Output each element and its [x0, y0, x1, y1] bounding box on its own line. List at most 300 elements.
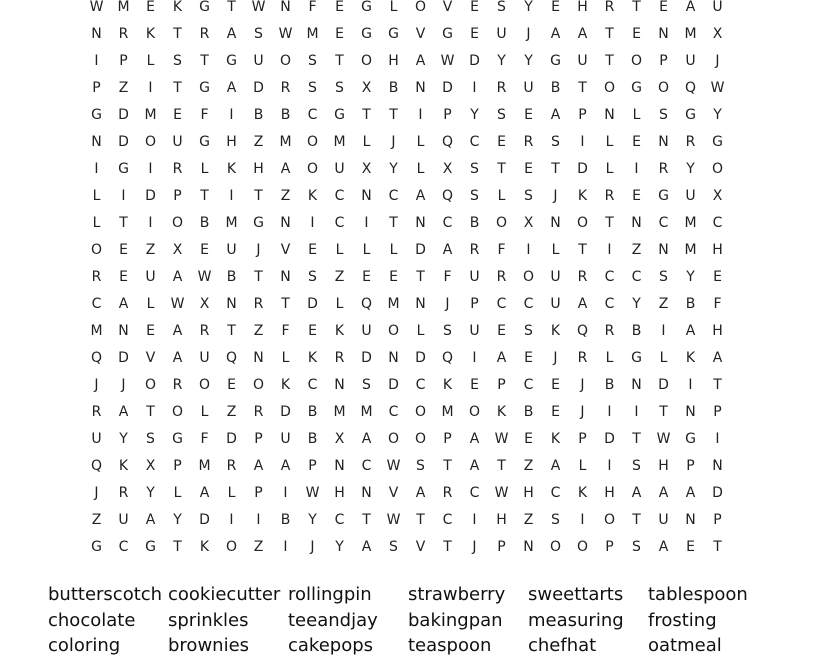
grid-letter[interactable]: W	[494, 431, 509, 447]
grid-letter[interactable]: K	[442, 377, 453, 393]
grid-letter[interactable]: L	[389, 0, 398, 15]
grid-letter[interactable]: T	[632, 512, 641, 528]
grid-letter[interactable]: V	[442, 0, 453, 15]
grid-letter[interactable]: E	[470, 0, 479, 15]
grid-letter[interactable]: T	[416, 269, 425, 285]
grid-letter[interactable]: P	[578, 107, 587, 123]
grid-letter[interactable]: F	[281, 323, 290, 339]
grid-letter[interactable]: C	[604, 296, 615, 312]
grid-letter[interactable]: I	[607, 458, 612, 474]
grid-letter[interactable]: A	[361, 431, 372, 447]
grid-letter[interactable]: T	[362, 107, 371, 123]
grid-letter[interactable]: W	[197, 269, 212, 285]
grid-letter[interactable]: D	[145, 188, 156, 204]
grid-letter[interactable]: E	[389, 269, 398, 285]
grid-letter[interactable]: V	[280, 242, 291, 258]
grid-letter[interactable]: L	[416, 323, 425, 339]
grid-letter[interactable]: E	[524, 431, 533, 447]
grid-letter[interactable]: A	[550, 458, 561, 474]
grid-letter[interactable]: O	[522, 269, 535, 285]
grid-letter[interactable]: K	[118, 458, 129, 474]
grid-letter[interactable]: U	[550, 296, 561, 312]
grid-letter[interactable]: U	[145, 269, 156, 285]
grid-letter[interactable]: R	[469, 242, 480, 258]
grid-letter[interactable]: Y	[497, 53, 506, 69]
grid-letter[interactable]: M	[684, 215, 697, 231]
grid-letter[interactable]: I	[472, 80, 477, 96]
grid-letter[interactable]: I	[121, 188, 126, 204]
grid-letter[interactable]: Y	[713, 107, 722, 123]
grid-letter[interactable]: P	[92, 80, 101, 96]
grid-letter[interactable]: A	[199, 485, 210, 501]
grid-letter[interactable]: F	[200, 107, 209, 123]
grid-letter[interactable]: U	[550, 269, 561, 285]
grid-letter[interactable]: I	[94, 161, 99, 177]
grid-letter[interactable]: Y	[389, 161, 398, 177]
grid-letter[interactable]: I	[607, 404, 612, 420]
grid-letter[interactable]: A	[226, 80, 237, 96]
grid-letter[interactable]: M	[333, 134, 346, 150]
grid-letter[interactable]: X	[172, 242, 183, 258]
grid-letter[interactable]: L	[281, 350, 290, 366]
grid-letter[interactable]: E	[551, 404, 560, 420]
grid-letter[interactable]: F	[308, 0, 317, 15]
grid-letter[interactable]: T	[119, 215, 128, 231]
grid-letter[interactable]: G	[631, 350, 642, 366]
grid-letter[interactable]: U	[253, 53, 264, 69]
grid-letter[interactable]: P	[605, 539, 614, 555]
grid-letter[interactable]: A	[280, 161, 291, 177]
grid-letter[interactable]: O	[171, 215, 184, 231]
grid-letter[interactable]: T	[254, 188, 263, 204]
grid-letter[interactable]: L	[416, 134, 425, 150]
grid-letter[interactable]: Z	[91, 512, 102, 528]
grid-letter[interactable]: O	[387, 323, 400, 339]
grid-letter[interactable]: T	[146, 404, 155, 420]
grid-letter[interactable]: W	[278, 26, 293, 42]
grid-letter[interactable]: N	[685, 512, 696, 528]
grid-letter[interactable]: U	[577, 53, 588, 69]
grid-letter[interactable]: I	[526, 242, 531, 258]
grid-letter[interactable]: T	[335, 53, 344, 69]
grid-letter[interactable]: B	[253, 107, 264, 123]
grid-letter[interactable]: Z	[253, 323, 264, 339]
grid-letter[interactable]: X	[712, 26, 723, 42]
grid-letter[interactable]: A	[172, 323, 183, 339]
grid-letter[interactable]: T	[713, 539, 722, 555]
grid-letter[interactable]: U	[280, 431, 291, 447]
grid-letter[interactable]: K	[577, 485, 588, 501]
grid-letter[interactable]: A	[280, 458, 291, 474]
grid-letter[interactable]: J	[580, 377, 585, 393]
grid-letter[interactable]: Y	[173, 512, 182, 528]
grid-letter[interactable]: I	[148, 215, 153, 231]
grid-letter[interactable]: P	[497, 539, 506, 555]
grid-letter[interactable]: R	[577, 269, 588, 285]
grid-letter[interactable]: N	[280, 269, 291, 285]
grid-letter[interactable]: A	[145, 512, 156, 528]
grid-letter[interactable]: H	[577, 0, 588, 15]
grid-letter[interactable]: G	[658, 188, 669, 204]
grid-letter[interactable]: T	[443, 539, 452, 555]
grid-letter[interactable]: M	[117, 0, 130, 15]
grid-letter[interactable]: T	[173, 26, 182, 42]
grid-letter[interactable]: J	[580, 404, 585, 420]
grid-letter[interactable]: D	[415, 350, 426, 366]
grid-letter[interactable]: P	[713, 512, 722, 528]
grid-letter[interactable]: E	[686, 539, 695, 555]
grid-letter[interactable]: K	[496, 404, 507, 420]
grid-letter[interactable]: O	[603, 80, 616, 96]
grid-letter[interactable]: H	[388, 53, 399, 69]
grid-letter[interactable]: H	[253, 161, 264, 177]
grid-letter[interactable]: A	[415, 485, 426, 501]
grid-letter[interactable]: E	[308, 242, 317, 258]
grid-letter[interactable]: Y	[686, 161, 695, 177]
grid-letter[interactable]: J	[310, 539, 315, 555]
grid-letter[interactable]: U	[658, 512, 669, 528]
grid-letter[interactable]: A	[496, 350, 507, 366]
grid-letter[interactable]: C	[658, 215, 669, 231]
grid-letter[interactable]: L	[416, 161, 425, 177]
grid-letter[interactable]: I	[580, 134, 585, 150]
grid-letter[interactable]: G	[226, 53, 237, 69]
grid-letter[interactable]: T	[362, 512, 371, 528]
grid-letter[interactable]: R	[253, 296, 264, 312]
grid-letter[interactable]: L	[551, 242, 560, 258]
grid-letter[interactable]: J	[526, 26, 531, 42]
grid-letter[interactable]: H	[712, 242, 723, 258]
grid-letter[interactable]: M	[144, 107, 157, 123]
grid-letter[interactable]: X	[523, 215, 534, 231]
grid-letter[interactable]: N	[550, 215, 561, 231]
grid-letter[interactable]: T	[227, 0, 236, 15]
grid-letter[interactable]: Y	[470, 107, 479, 123]
grid-letter[interactable]: R	[577, 350, 588, 366]
grid-letter[interactable]: J	[553, 350, 558, 366]
grid-letter[interactable]: A	[172, 350, 183, 366]
grid-letter[interactable]: L	[659, 350, 668, 366]
grid-letter[interactable]: H	[604, 485, 615, 501]
grid-letter[interactable]: U	[172, 134, 183, 150]
grid-letter[interactable]: Z	[253, 539, 264, 555]
grid-letter[interactable]: D	[307, 296, 318, 312]
grid-letter[interactable]: S	[659, 269, 668, 285]
grid-letter[interactable]: F	[497, 242, 506, 258]
grid-letter[interactable]: R	[442, 485, 453, 501]
grid-letter[interactable]: L	[605, 134, 614, 150]
grid-letter[interactable]: X	[361, 161, 372, 177]
grid-letter[interactable]: M	[279, 134, 292, 150]
grid-letter[interactable]: C	[334, 215, 345, 231]
grid-letter[interactable]: J	[94, 377, 99, 393]
grid-letter[interactable]: K	[307, 350, 318, 366]
grid-letter[interactable]: O	[711, 161, 724, 177]
grid-letter[interactable]: O	[225, 539, 238, 555]
grid-letter[interactable]: B	[685, 296, 696, 312]
grid-letter[interactable]: A	[172, 269, 183, 285]
grid-letter[interactable]: R	[604, 323, 615, 339]
grid-letter[interactable]: M	[684, 26, 697, 42]
grid-letter[interactable]: G	[685, 107, 696, 123]
grid-letter[interactable]: N	[712, 458, 723, 474]
grid-letter[interactable]: R	[172, 161, 183, 177]
grid-letter[interactable]: D	[415, 242, 426, 258]
grid-letter[interactable]: S	[308, 53, 317, 69]
grid-letter[interactable]: O	[657, 80, 670, 96]
grid-letter[interactable]: D	[658, 377, 669, 393]
grid-letter[interactable]: C	[334, 188, 345, 204]
grid-letter[interactable]: X	[361, 80, 372, 96]
grid-letter[interactable]: S	[443, 323, 452, 339]
grid-letter[interactable]: B	[388, 80, 399, 96]
grid-letter[interactable]: T	[227, 323, 236, 339]
grid-letter[interactable]: E	[497, 323, 506, 339]
grid-letter[interactable]: T	[389, 215, 398, 231]
grid-letter[interactable]: D	[253, 80, 264, 96]
grid-letter[interactable]: W	[386, 512, 401, 528]
grid-letter[interactable]: R	[199, 26, 210, 42]
grid-letter[interactable]: U	[199, 350, 210, 366]
grid-letter[interactable]: Z	[145, 242, 156, 258]
grid-letter[interactable]: S	[524, 323, 533, 339]
grid-letter[interactable]: K	[685, 350, 696, 366]
grid-letter[interactable]: Z	[280, 188, 291, 204]
grid-letter[interactable]: K	[334, 323, 345, 339]
grid-letter[interactable]: I	[94, 53, 99, 69]
grid-letter[interactable]: O	[630, 53, 643, 69]
grid-letter[interactable]: O	[171, 404, 184, 420]
grid-letter[interactable]: D	[442, 80, 453, 96]
grid-letter[interactable]: G	[712, 134, 723, 150]
grid-letter[interactable]: G	[334, 107, 345, 123]
grid-letter[interactable]: G	[199, 0, 210, 15]
grid-letter[interactable]: G	[388, 26, 399, 42]
grid-letter[interactable]: U	[523, 80, 534, 96]
grid-letter[interactable]: C	[604, 269, 615, 285]
grid-letter[interactable]: C	[523, 377, 534, 393]
grid-letter[interactable]: S	[524, 188, 533, 204]
grid-letter[interactable]: A	[550, 107, 561, 123]
grid-letter[interactable]: L	[173, 485, 182, 501]
grid-letter[interactable]: I	[229, 188, 234, 204]
grid-letter[interactable]: Z	[631, 242, 642, 258]
grid-letter[interactable]: W	[494, 485, 509, 501]
grid-letter[interactable]: A	[253, 458, 264, 474]
grid-letter[interactable]: J	[391, 134, 396, 150]
grid-letter[interactable]: T	[551, 161, 560, 177]
grid-letter[interactable]: W	[386, 458, 401, 474]
grid-letter[interactable]: P	[686, 458, 695, 474]
grid-letter[interactable]: D	[226, 431, 237, 447]
grid-letter[interactable]: E	[632, 134, 641, 150]
grid-letter[interactable]: N	[631, 377, 642, 393]
grid-letter[interactable]: T	[659, 404, 668, 420]
grid-letter[interactable]: T	[389, 107, 398, 123]
grid-letter[interactable]: Z	[118, 80, 129, 96]
grid-letter[interactable]: C	[631, 269, 642, 285]
grid-letter[interactable]: G	[631, 80, 642, 96]
grid-letter[interactable]: O	[144, 134, 157, 150]
grid-letter[interactable]: Y	[524, 53, 533, 69]
grid-letter[interactable]: S	[389, 539, 398, 555]
grid-letter[interactable]: W	[170, 296, 185, 312]
grid-letter[interactable]: T	[605, 53, 614, 69]
grid-letter[interactable]: N	[658, 242, 669, 258]
grid-letter[interactable]: L	[605, 350, 614, 366]
grid-letter[interactable]: D	[361, 350, 372, 366]
grid-letter[interactable]: Q	[225, 350, 238, 366]
grid-letter[interactable]: W	[89, 0, 104, 15]
grid-letter[interactable]: V	[415, 26, 426, 42]
grid-letter[interactable]: N	[334, 377, 345, 393]
grid-letter[interactable]: O	[414, 0, 427, 15]
grid-letter[interactable]: T	[632, 431, 641, 447]
grid-letter[interactable]: W	[656, 431, 671, 447]
grid-letter[interactable]: I	[634, 404, 639, 420]
grid-letter[interactable]: C	[388, 404, 399, 420]
grid-letter[interactable]: B	[280, 512, 291, 528]
grid-letter[interactable]: S	[551, 134, 560, 150]
grid-letter[interactable]: L	[92, 215, 101, 231]
grid-letter[interactable]: W	[251, 0, 266, 15]
grid-letter[interactable]: D	[199, 512, 210, 528]
grid-letter[interactable]: Y	[119, 431, 128, 447]
grid-letter[interactable]: B	[604, 377, 615, 393]
grid-letter[interactable]: L	[605, 161, 614, 177]
grid-letter[interactable]: E	[497, 134, 506, 150]
grid-letter[interactable]: A	[550, 26, 561, 42]
grid-letter[interactable]: I	[661, 323, 666, 339]
grid-letter[interactable]: K	[577, 188, 588, 204]
grid-letter[interactable]: I	[283, 485, 288, 501]
grid-letter[interactable]: E	[713, 269, 722, 285]
grid-letter[interactable]: A	[685, 323, 696, 339]
grid-letter[interactable]: Y	[686, 269, 695, 285]
grid-letter[interactable]: C	[442, 215, 453, 231]
grid-letter[interactable]: C	[361, 458, 372, 474]
grid-letter[interactable]: E	[524, 161, 533, 177]
grid-letter[interactable]: G	[145, 539, 156, 555]
grid-letter[interactable]: Z	[523, 512, 534, 528]
grid-letter[interactable]: L	[227, 485, 236, 501]
grid-letter[interactable]: N	[415, 296, 426, 312]
grid-letter[interactable]: L	[497, 188, 506, 204]
grid-letter[interactable]: T	[200, 188, 209, 204]
grid-letter[interactable]: R	[172, 377, 183, 393]
grid-letter[interactable]: A	[469, 431, 480, 447]
grid-letter[interactable]: E	[524, 350, 533, 366]
grid-letter[interactable]: U	[469, 269, 480, 285]
grid-letter[interactable]: Y	[632, 296, 641, 312]
grid-letter[interactable]: Q	[441, 188, 454, 204]
grid-letter[interactable]: N	[658, 134, 669, 150]
grid-letter[interactable]: N	[280, 215, 291, 231]
grid-letter[interactable]: B	[199, 215, 210, 231]
grid-letter[interactable]: C	[523, 296, 534, 312]
grid-letter[interactable]: M	[333, 404, 346, 420]
grid-letter[interactable]: I	[580, 512, 585, 528]
grid-letter[interactable]: A	[415, 53, 426, 69]
grid-letter[interactable]: P	[443, 107, 452, 123]
grid-letter[interactable]: L	[632, 107, 641, 123]
grid-letter[interactable]: K	[145, 26, 156, 42]
grid-letter[interactable]: Q	[684, 80, 697, 96]
grid-letter[interactable]: C	[469, 134, 480, 150]
grid-letter[interactable]: U	[685, 188, 696, 204]
grid-letter[interactable]: E	[362, 269, 371, 285]
grid-letter[interactable]: U	[91, 431, 102, 447]
grid-letter[interactable]: K	[280, 377, 291, 393]
grid-letter[interactable]: D	[388, 377, 399, 393]
grid-letter[interactable]: N	[91, 134, 102, 150]
grid-letter[interactable]: T	[254, 269, 263, 285]
grid-letter[interactable]: O	[198, 377, 211, 393]
grid-letter[interactable]: P	[254, 485, 263, 501]
grid-letter[interactable]: L	[578, 458, 587, 474]
grid-letter[interactable]: O	[549, 539, 562, 555]
grid-letter[interactable]: O	[576, 539, 589, 555]
grid-letter[interactable]: E	[470, 377, 479, 393]
grid-letter[interactable]: P	[497, 377, 506, 393]
grid-letter[interactable]: B	[280, 107, 291, 123]
grid-letter[interactable]: I	[310, 215, 315, 231]
grid-letter[interactable]: O	[90, 242, 103, 258]
grid-letter[interactable]: D	[604, 431, 615, 447]
grid-letter[interactable]: R	[496, 269, 507, 285]
grid-letter[interactable]: T	[497, 161, 506, 177]
grid-letter[interactable]: E	[632, 188, 641, 204]
grid-letter[interactable]: N	[415, 215, 426, 231]
grid-letter[interactable]: R	[658, 161, 669, 177]
grid-letter[interactable]: B	[226, 269, 237, 285]
grid-letter[interactable]: N	[361, 485, 372, 501]
grid-letter[interactable]: B	[469, 215, 480, 231]
grid-letter[interactable]: I	[364, 215, 369, 231]
grid-letter[interactable]: E	[659, 0, 668, 15]
grid-letter[interactable]: Z	[226, 404, 237, 420]
grid-letter[interactable]: G	[361, 26, 372, 42]
grid-letter[interactable]: I	[472, 350, 477, 366]
grid-letter[interactable]: Q	[441, 350, 454, 366]
grid-letter[interactable]: O	[306, 134, 319, 150]
grid-letter[interactable]: U	[496, 26, 507, 42]
grid-letter[interactable]: G	[550, 53, 561, 69]
grid-letter[interactable]: E	[551, 0, 560, 15]
grid-letter[interactable]: E	[308, 323, 317, 339]
grid-letter[interactable]: N	[280, 0, 291, 15]
grid-letter[interactable]: A	[118, 404, 129, 420]
grid-letter[interactable]: M	[360, 404, 373, 420]
grid-letter[interactable]: N	[226, 296, 237, 312]
grid-letter[interactable]: S	[632, 539, 641, 555]
grid-letter[interactable]: O	[279, 53, 292, 69]
grid-letter[interactable]: I	[472, 512, 477, 528]
grid-letter[interactable]: C	[334, 512, 345, 528]
grid-letter[interactable]: N	[91, 26, 102, 42]
grid-letter[interactable]: S	[659, 107, 668, 123]
grid-letter[interactable]: L	[335, 242, 344, 258]
grid-letter[interactable]: D	[118, 107, 129, 123]
grid-letter[interactable]: S	[470, 188, 479, 204]
grid-letter[interactable]: O	[252, 377, 265, 393]
grid-letter[interactable]: T	[578, 242, 587, 258]
grid-letter[interactable]: W	[440, 53, 455, 69]
grid-letter[interactable]: N	[523, 539, 534, 555]
grid-letter[interactable]: E	[200, 242, 209, 258]
grid-letter[interactable]: A	[226, 26, 237, 42]
grid-letter[interactable]: C	[307, 377, 318, 393]
